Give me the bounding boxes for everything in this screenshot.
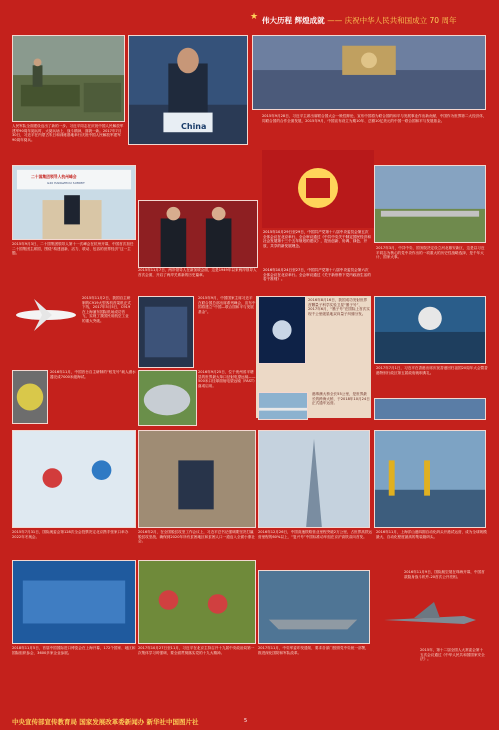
photo-quantum-satellite [258, 296, 306, 364]
caption-9: 2015年9月，中国国家主席习近平在联合国总部出席系列峰会，宣布中国将建立“中国—联合国和平与发展基金”。 [198, 296, 256, 314]
caption-8: 2015年11月2日，我国自主研制的C919大型客机首架机正式下线，2017年5月5日，C919在上海浦东国际机场成功首飞，实现了我国民用航空工业的重大突破。 [82, 296, 131, 323]
photo-xiongan-plan [374, 165, 486, 243]
caption-12: 港珠澳大桥全长55公里，是世界最长的跨海大桥，于2018年10月24日正式通车运营。 [312, 392, 370, 406]
caption-15: 2016年11月，中国首台自主研制的“蛟龙号”载人潜水器完成7000米级海试。 [50, 370, 136, 379]
caption-17: 2017年7月1日，习近平在香港出席庆祝香港回归祖国20周年大会暨香港特别行政区第五届政府就职典礼。 [376, 366, 488, 375]
photo-g20-summit [12, 165, 136, 240]
caption-23: 2018年11月5日，首届中国国际进口博览会在上海开幕，172个国家、地区和国际组织参会，3600多家企业参展。 [12, 646, 136, 655]
caption-4: 2015年11月7日，两岸领导人在新加坡会面，这是1949年以来两岸领导人首次会面，开启了两岸关系新的历史篇章。 [138, 268, 257, 277]
photo-fast-telescope [138, 370, 197, 426]
caption-19: 2016年2月，在全国脱贫攻坚工作会议上，习近平总书记强调要坚决打赢脱贫攻坚战，确保到2020年所有贫困地区和贫困人口一道迈入全面小康社会。 [138, 530, 255, 544]
photo-fighter-jet [374, 596, 486, 644]
photo-import-expo [12, 560, 136, 644]
photo-space-launch [374, 398, 486, 420]
photo-un-speech [128, 35, 248, 145]
photo-military-parade [12, 35, 125, 122]
caption-13: 2016年8月16日，我国成功发射世界首颗量子科学实验卫星“墨子号”，2017年6月，“墨子号”在国际上首次实现千公里级星地双向量子纠缠分发。 [308, 298, 370, 316]
caption-7: 2017年3月，中共中央、国务院决定设立河北雄安新区，这是以习近平同志为核心的党中央作出的一项重大的历史性战略选择，是千年大计、国家大事。 [376, 246, 485, 260]
g20-banner: 二十国集团领导人杭州峰会 [31, 174, 77, 179]
caption-24: 2017年11月，中央军委印发通知，要求各部门按照党中央统一部署，推进深化国防和军队改革。 [258, 646, 369, 655]
star-icon: ★ [250, 12, 259, 22]
caption-2: 2015年9月28日，习近平主席出席联合国大会一般性辩论，宣布中国将为联合国的和平与发展事业作出新贡献，中国作为世界第二大经济体，同联合国的合作全面发展，2015年9月，中国宣布设立为期10年、总额10亿美元的中国一联合国和平与发展基金。 [262, 114, 487, 123]
caption-1: 人民军队全面建设迈出了新的一步。习近平同志在庆祝中国人民解放军建军90周年阅兵时，大阅兵场上，战斗精神，面貌一新。2017年7月30日，习近平在内蒙古朱日和训练基地举行庆祝中国人民解放军建军90周年阅兵。 [12, 124, 124, 142]
photo-poverty-alleviation [138, 430, 256, 528]
title-main: 伟大历程 辉煌成就 [262, 16, 325, 25]
caption-5: 2015年10月29日至29日，中国共产党第十八届中央委员会第五次全体会议在北京举行，全会审议通过《中共中央关于制定国民经济和社会发展第十三个五年规划的建议》，提出创新、协调、绿色、开放、共享的新发展理念。 [263, 230, 371, 248]
photo-un-assembly [252, 35, 486, 110]
photo-tunnel-boring [12, 370, 48, 424]
photo-party-emblem [262, 150, 374, 228]
caption-11: 2016年9月25日，位于贵州省平塘县的世界最大单口径射电望远镜——500米口径球面射电望远镜（FAST）落成启用。 [198, 370, 256, 388]
caption-18: 2015年7月31日，国际奥委会第128次全会投票决定北京携手张家口举办2022年冬奥会。 [12, 530, 129, 539]
caption-26: 2015年，第十二届全国人大常委会第十五次会议通过《中华人民共和国国家安全法》。 [420, 648, 485, 662]
g20-banner-sub: G20 HANGZHOU SUMMIT [47, 181, 85, 185]
title-subtitle: —— 庆祝中华人民共和国成立 70 周年 [327, 16, 457, 25]
photo-cross-strait-meeting [138, 200, 258, 268]
photo-bridge [258, 392, 308, 420]
photo-navy-ship [258, 570, 370, 644]
photo-farmers [138, 560, 256, 644]
photo-shenwei-computer [138, 296, 194, 368]
page-title [262, 15, 456, 26]
caption-20: 2016年12月26日，中国高速铁路营业里程突破2万公里，占世界高铁运营里程的60%以上，“复兴号”中国标准动车组在京沪高铁双向首发。 [258, 530, 372, 539]
caption-6: 2016年10月24日至27日，中国共产党第十八届中央委员会第六次全体会议在北京举行。全会审议通过《关于新形势下党内政治生活的若干准则》。 [263, 268, 371, 282]
photo-winter-olympics [12, 430, 136, 528]
caption-21: 2016年11月，上海洋山港四期自动化码头开港试运营，成为全球规模最大、自动化程度最高的集装箱码头。 [376, 530, 487, 539]
caption-22: 2016年11月9日，国际航空展在珠海开幕，中国首款隐身战斗机歼-20首次公开亮相。 [404, 570, 485, 579]
photo-c919-aircraft [12, 296, 80, 334]
photo-un-hall [374, 296, 486, 364]
page-number: 5 [244, 718, 248, 724]
photo-port-cranes [374, 430, 486, 528]
caption-25: 2017年10月27日至11月，习近平在北京主持召开十九届中央政治局第一次集体学习时强调，要全面贯彻落实党的十九大精神。 [138, 646, 255, 655]
page-header [0, 0, 499, 30]
caption-3: 2015年9月3日，二十国集团领导人第十一次峰会在杭州开幕，中国首次担任二十国集团主席国，围绕“构建创新、活力、联动、包容的世界经济”这一主题。 [12, 242, 134, 256]
footer-publishers: 中央宣传部宣传教育局 国家发展改革委新闻办 新华社中国图片社 [12, 718, 199, 726]
photo-highrise [258, 430, 370, 528]
page-footer [0, 714, 499, 730]
china-nameplate: China [181, 122, 207, 131]
